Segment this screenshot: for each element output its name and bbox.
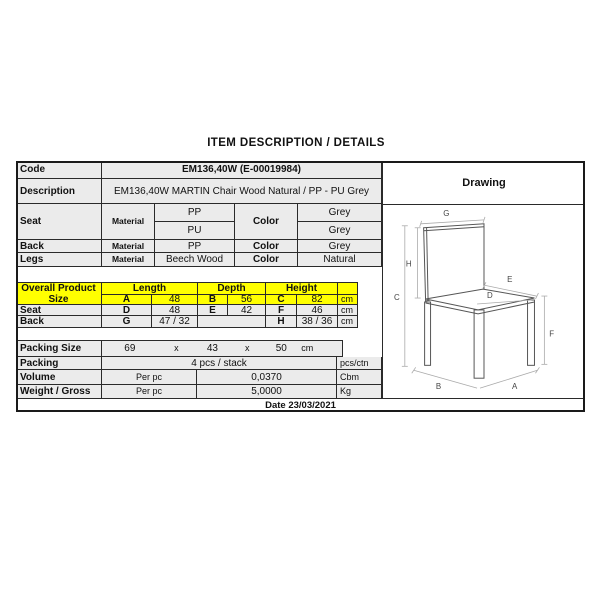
seat-color-label: Color	[235, 204, 298, 240]
size-back-G: G	[102, 316, 152, 328]
back-color-label: Color	[235, 240, 298, 253]
volume-label: Volume	[16, 370, 102, 385]
legs-color: Natural	[298, 253, 382, 267]
dim-label-a: A	[512, 382, 518, 392]
packing-size-v3: 50	[275, 343, 287, 354]
seat-color-2: Grey	[298, 222, 382, 240]
seat-material-2: PU	[155, 222, 235, 240]
weight-value: 5,0000	[197, 385, 337, 399]
date-row: Date 23/03/2021	[265, 400, 336, 411]
size-seat-length: 48	[152, 305, 198, 316]
packing-size-v2: 43	[206, 343, 218, 354]
back-material: PP	[155, 240, 235, 253]
back-label: Back	[16, 240, 102, 253]
packing-value: 4 pcs / stack	[102, 357, 337, 370]
dim-label-d: D	[487, 291, 493, 301]
size-back-depth-empty	[198, 316, 266, 328]
dim-label-f: F	[549, 329, 555, 339]
size-seat-label: Seat	[16, 305, 102, 316]
seat-material-label: Material	[102, 204, 155, 240]
legs-material: Beech Wood	[155, 253, 235, 267]
size-back-length: 47 / 32	[152, 316, 198, 328]
size-back-H: H	[266, 316, 297, 328]
size-back-height: 38 / 36	[297, 316, 338, 328]
size-col-unit-spacer	[338, 282, 358, 295]
dim-label-c: C	[394, 293, 400, 303]
size-col-height: Height	[266, 282, 338, 295]
dim-label-b: B	[435, 382, 442, 392]
size-overall-A: A	[102, 295, 152, 305]
volume-per-pc: Per pc	[102, 370, 197, 385]
dim-label-e: E	[507, 275, 513, 285]
size-seat-E: E	[198, 305, 228, 316]
drawing-area	[382, 205, 585, 399]
packing-unit: pcs/ctn	[337, 357, 382, 370]
volume-value: 0,0370	[197, 370, 337, 385]
weight-per-pc: Per pc	[102, 385, 197, 399]
seat-color-1: Grey	[298, 204, 382, 222]
size-overall-unit: cm	[338, 295, 358, 305]
back-material-label: Material	[102, 240, 155, 253]
size-overall-depth: 56	[228, 295, 266, 305]
size-back-unit: cm	[338, 316, 358, 328]
size-col-depth: Depth	[198, 282, 266, 295]
dim-label-h: H	[405, 259, 412, 269]
size-overall-height: 82	[297, 295, 338, 305]
packing-size-values	[102, 340, 343, 357]
size-overall-length: 48	[152, 295, 198, 305]
legs-color-label: Color	[235, 253, 298, 267]
packing-size-x1: x	[174, 343, 179, 353]
size-seat-D: D	[102, 305, 152, 316]
packing-size-label: Packing Size	[16, 340, 102, 357]
volume-unit: Cbm	[337, 370, 382, 385]
description-value: EM136,40W MARTIN Chair Wood Natural / PP - PU Grey	[102, 179, 382, 204]
packing-size-v1: 69	[124, 343, 136, 354]
weight-unit: Kg	[337, 385, 382, 399]
weight-label: Weight / Gross	[16, 385, 102, 399]
size-seat-depth: 42	[228, 305, 266, 316]
drawing-header: Drawing	[382, 161, 585, 205]
chair-drawing	[383, 205, 584, 397]
legs-label: Legs	[16, 253, 102, 267]
legs-material-label: Material	[102, 253, 155, 267]
size-seat-height: 46	[297, 305, 338, 316]
size-overall-C: C	[266, 295, 297, 305]
size-col-length: Length	[102, 282, 198, 295]
dim-label-g: G	[443, 208, 450, 218]
size-back-label: Back	[16, 316, 102, 328]
seat-material-1: PP	[155, 204, 235, 222]
code-label: Code	[16, 161, 102, 179]
packing-size-x2: x	[244, 343, 250, 353]
description-label: Description	[16, 179, 102, 204]
size-seat-F: F	[266, 305, 297, 316]
packing-size-unit: cm	[301, 343, 314, 353]
code-value: EM136,40W (E-00019984)	[102, 161, 382, 179]
size-seat-unit: cm	[338, 305, 358, 316]
back-color: Grey	[298, 240, 382, 253]
page-title: ITEM DESCRIPTION / DETAILS	[207, 137, 385, 149]
packing-label: Packing	[16, 357, 102, 370]
seat-label: Seat	[16, 204, 102, 240]
size-overall-B: B	[198, 295, 228, 305]
size-header-label: Overall Product Size	[16, 282, 102, 305]
